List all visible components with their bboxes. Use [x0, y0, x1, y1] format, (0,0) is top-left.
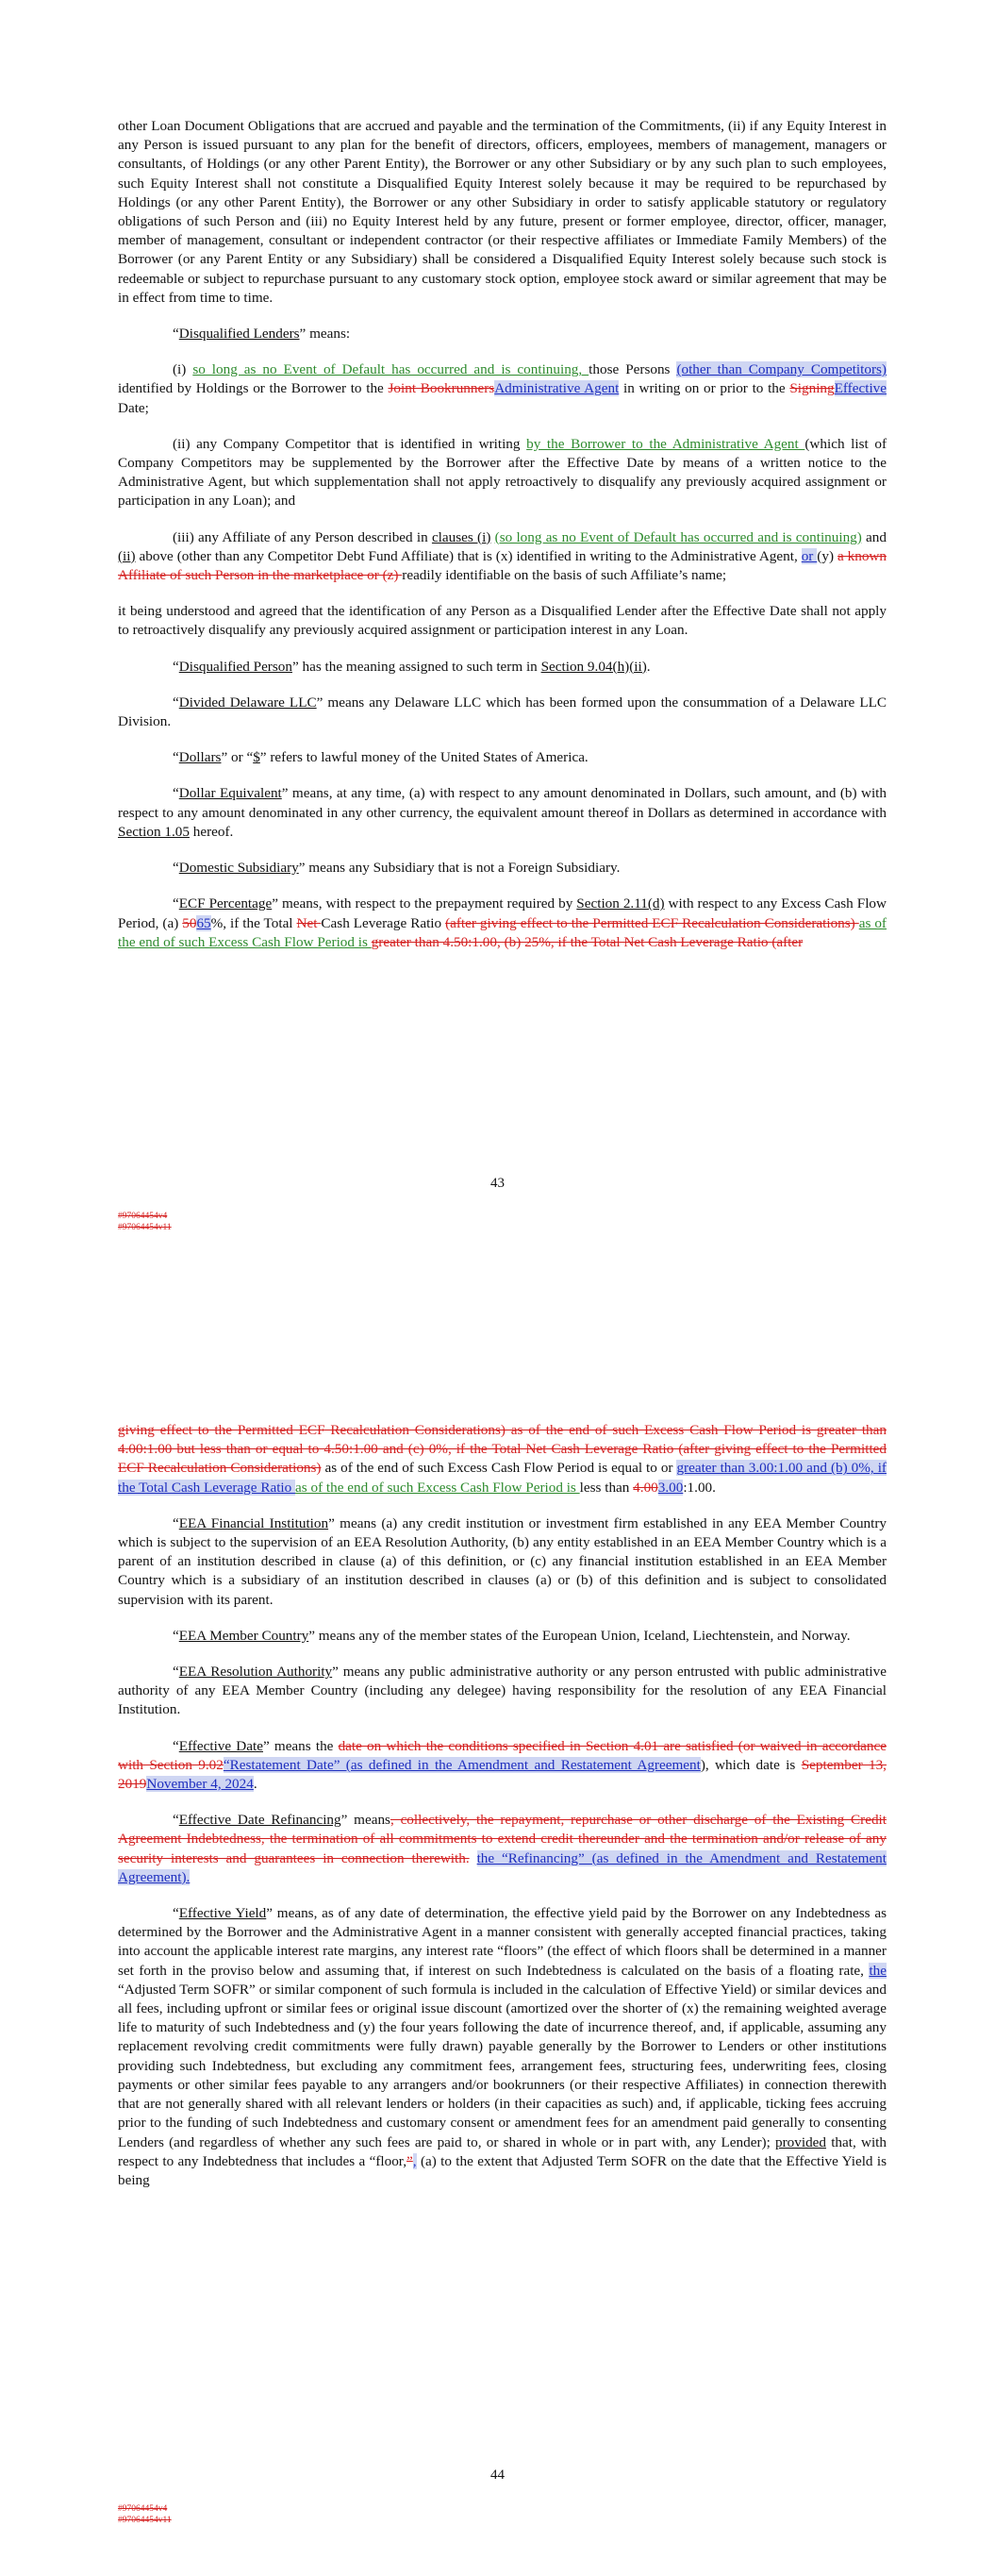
section-reference: Section 9.04(h)(ii) — [540, 658, 647, 675]
definition-eea-financial-institution: “EEA Financial Institution” means (a) any credit institution or investment firm established in any EEA Member Country which is subject to the supervision of an EEA Resolution Authority, (b) any entity established in an EEA Member Country which is a parent of an institution described in clause (a) of this definition, or (c) any financial institution established in an EEA Member Country which is a subsidiary of an institution described in clauses (a) or (b) of this definition and is subject to consolidated supervision with its parent. — [118, 1514, 887, 1608]
clause-i: (i) so long as no Event of Default has occurred and is continuing, those Persons (other than Company Competitors) identified by Holdings or the Borrower to the Joint BookrunnersAdministrative Agent in writing on or prior to the SigningEffective Date; — [118, 361, 887, 416]
definition-effective-date: “Effective Date” means the date on which the conditions specified in Section 4.01 are satisfied (or waived in accordance with Section 9.02“Restatement Date” (as defined in the Amendment and Restatement Agreement), which date is September 13, 2019November 4, 2024. — [118, 1737, 887, 1793]
deletion: Joint Bookrunners — [388, 380, 495, 397]
defined-term: Disqualified Lenders — [178, 326, 300, 343]
definition-disqualified-lenders: “Disqualified Lenders” means: — [173, 326, 351, 343]
definition-effective-date-refinancing: “Effective Date Refinancing” means, collectively, the repayment, repurchase or other discharge of the Existing Credit Agreement Indebtedness, the termination of all commitments to extend credit thereunder and the termination and/or release of any security interests and guarantees in connection therewith. the “Refinancing” (as defined in the Amendment and Restatement Agreement). — [118, 1812, 887, 1885]
definition-domestic-subsidiary: “Domestic Subsidiary” means any Subsidiary that is not a Foreign Subsidiary. — [173, 860, 621, 877]
page-body — [118, 117, 887, 969]
definition-dollars: “Dollars” or “$” refers to lawful money of the United States of America. — [173, 749, 589, 766]
deletion: Signing — [789, 380, 835, 397]
page-number: 44 — [490, 2467, 505, 2483]
document-page-44 — [0, 1288, 995, 2576]
insertion: so long as no Event of Default has occurred and is continuing, — [192, 361, 589, 378]
paragraph-disqualified-equity-cont: other Loan Document Obligations that are accrued and payable and the termination of the Commitments, (ii) if any Equity Interest in any Person is issued pursuant to any plan for the benefit of directors, officers, employees, members of management, managers or consultants, of Holdings (or any other Parent Entity), the Borrower or any other Subsidiary or by any such plan to such employees, such Equity Interest shall not constitute a Disqualified Equity Interest solely because it may be required to be repurchased by Holdings (or any other Parent Entity), the Borrower or any other Subsidiary in order to satisfy applicable statutory or regulatory obligations of such Person and (iii) no Equity Interest held by any future, present or former employee, director, officer, manager, member of management, consultant or independent contractor (or their respective affiliates or Immediate Family Members) of the Borrower (or any Parent Entity or any Subsidiary) shall be considered a Disqualified Equity Interest solely because such stock is redeemable or subject to repurchase pursuant to any customary stock option, employee stock award or similar agreement that may be in effect from time to time. — [118, 118, 887, 306]
moved-text: or — [801, 547, 818, 564]
ecf-percentage-continued: giving effect to the Permitted ECF Recalculation Considerations) as of the end of such Excess Cash Flow Period is greater than 4.00:1.00 but less than or equal to 4.50:1.00 and (c) 0%, if the Total Net Cash Leverage Ratio (after giving effect to the Permitted ECF Recalculation Considerations) as of the end of such Excess Cash Flow Period is equal to or greater than 3.00:1.00 and (b) 0%, if the Total Cash Leverage Ratio as of the end of such Excess Cash Flow Period is less than 4.003.00:1.00. — [118, 1422, 887, 1496]
clause-ii: (ii) any Company Competitor that is identified in writing by the Borrower to the Administrative Agent (which list of Company Competitors may be supplemented by the Borrower after the Effective Date by means of a written notice to the Administrative Agent, but which supplementation shall not apply retroactively to disqualify any previously acquired assignment or participation in any Loan); and — [118, 435, 887, 510]
insertion: (so long as no Event of Default has occurred and is continuing) — [494, 528, 862, 545]
document-id-footer: #97064454v4 #97064454v11 — [118, 2504, 172, 2525]
definition-effective-yield: “Effective Yield” means, as of any date of determination, the effective yield paid by the Borrower on any Indebtedness as determined by the Borrower and the Administrative Agent in a manner consistent with generally accepted financial practices, taking into account the applicable interest rate margins, any interest rate “floors” (the effect of which floors shall be determined in a manner set forth in the proviso below and assuming that, if interest on such Indebtedness is calculated on the basis of a floating rate, the “Adjusted Term SOFR” or similar component of such formula is included in the calculation of Effective Yield) or similar devices and all fees, including upfront or similar fees or original issue discount (amortized over the shorter of (x) the remaining weighted average life to maturity of such Indebtedness and (y) the four years following the date of incurrence thereof, and, if applicable, assuming any replacement revolving credit commitments were fully drawn) payable generally by the Borrower to Lenders or other institutions providing such Indebtedness, but excluding any commitment fees, arrangement fees, structuring fees, underwriting fees, closing payments or other similar fees payable to any arrangers and/or bookrunners (or their respective Affiliates) in connection therewith that are not generally shared with all relevant lenders or holders (in their capacities as such) and, if applicable, ticking fees accruing prior to the funding of such Indebtedness and customary consent or amendment fees for an amendment paid generally to consenting Lenders (and regardless of whether any such fees are paid to, or shared in whole or in part with, any Lender); provided that, with respect to any Indebtedness that includes a “floor,”, (a) to the extent that Adjusted Term SOFR on the date that the Effective Yield is being — [118, 1905, 887, 2188]
document-id-footer: #97064454v4 #97064454v11 — [118, 1212, 172, 1232]
moved-text: Administrative Agent — [494, 380, 620, 397]
deletion: a known Affiliate of such Person in the marketplace or (z) — [118, 547, 887, 584]
definition-disqualified-person: “Disqualified Person” has the meaning assigned to such term in Section 9.04(h)(ii). — [173, 658, 651, 675]
page-number: 43 — [490, 1176, 505, 1191]
clause-iii: (iii) any Affiliate of any Person described in clauses (i) (so long as no Event of Default has occurred and is continuing) and (ii) above (other than any Competitor Debt Fund Affiliate) that is (x) identified in writing to the Administrative Agent, or (y) a known Affiliate of such Person in the marketplace or (z) readily identifiable on the basis of such Affiliate’s name; — [118, 528, 887, 584]
definition-ecf-percentage: “ECF Percentage” means, with respect to the prepayment required by Section 2.11(d) with respect to any Excess Cash Flow Period, (a) 5065%, if the Total Net Cash Leverage Ratio (after giving effect to the Permitted ECF Recalculation Considerations) as of the end of such Excess Cash Flow Period is greater than 4.50:1.00, (b) 25%, if the Total Net Cash Leverage Ratio (after — [118, 895, 887, 950]
moved-text: Effective — [834, 380, 887, 397]
section-reference: Section 1.05 — [118, 823, 190, 840]
definition-divided-delaware-llc: “Divided Delaware LLC” means any Delaware LLC which has been formed upon the consummation of a Delaware LLC Division. — [118, 694, 887, 730]
paragraph-it-being-understood: it being understood and agreed that the identification of any Person as a Disqualified Lender after the Effective Date shall not apply to retroactively disqualify any previously acquired assignment or participation interest in any Loan. — [118, 603, 887, 639]
definition-eea-resolution-authority: “EEA Resolution Authority” means any public administrative authority or any person entrusted with public administrative authority of any EEA Member Country (including any delegee) having responsibility for the resolution of any EEA Financial Institution. — [118, 1664, 887, 1718]
definition-dollar-equivalent: “Dollar Equivalent” means, at any time, (a) with respect to any amount denominated in Dollars, such amount, and (b) with respect to any amount denominated in any other currency, the equivalent amount thereof in Dollars as determined in accordance with Section 1.05 hereof. — [118, 785, 887, 840]
moved-text: (other than Company Competitors) — [676, 361, 887, 378]
insertion: by the Borrower to the Administrative Agent — [526, 435, 805, 452]
definition-eea-member-country: “EEA Member Country” means any of the member states of the European Union, Iceland, Liechtenstein, and Norway. — [173, 1627, 851, 1644]
page-body — [118, 1421, 887, 2207]
section-reference: Section 2.11(d) — [576, 895, 665, 912]
